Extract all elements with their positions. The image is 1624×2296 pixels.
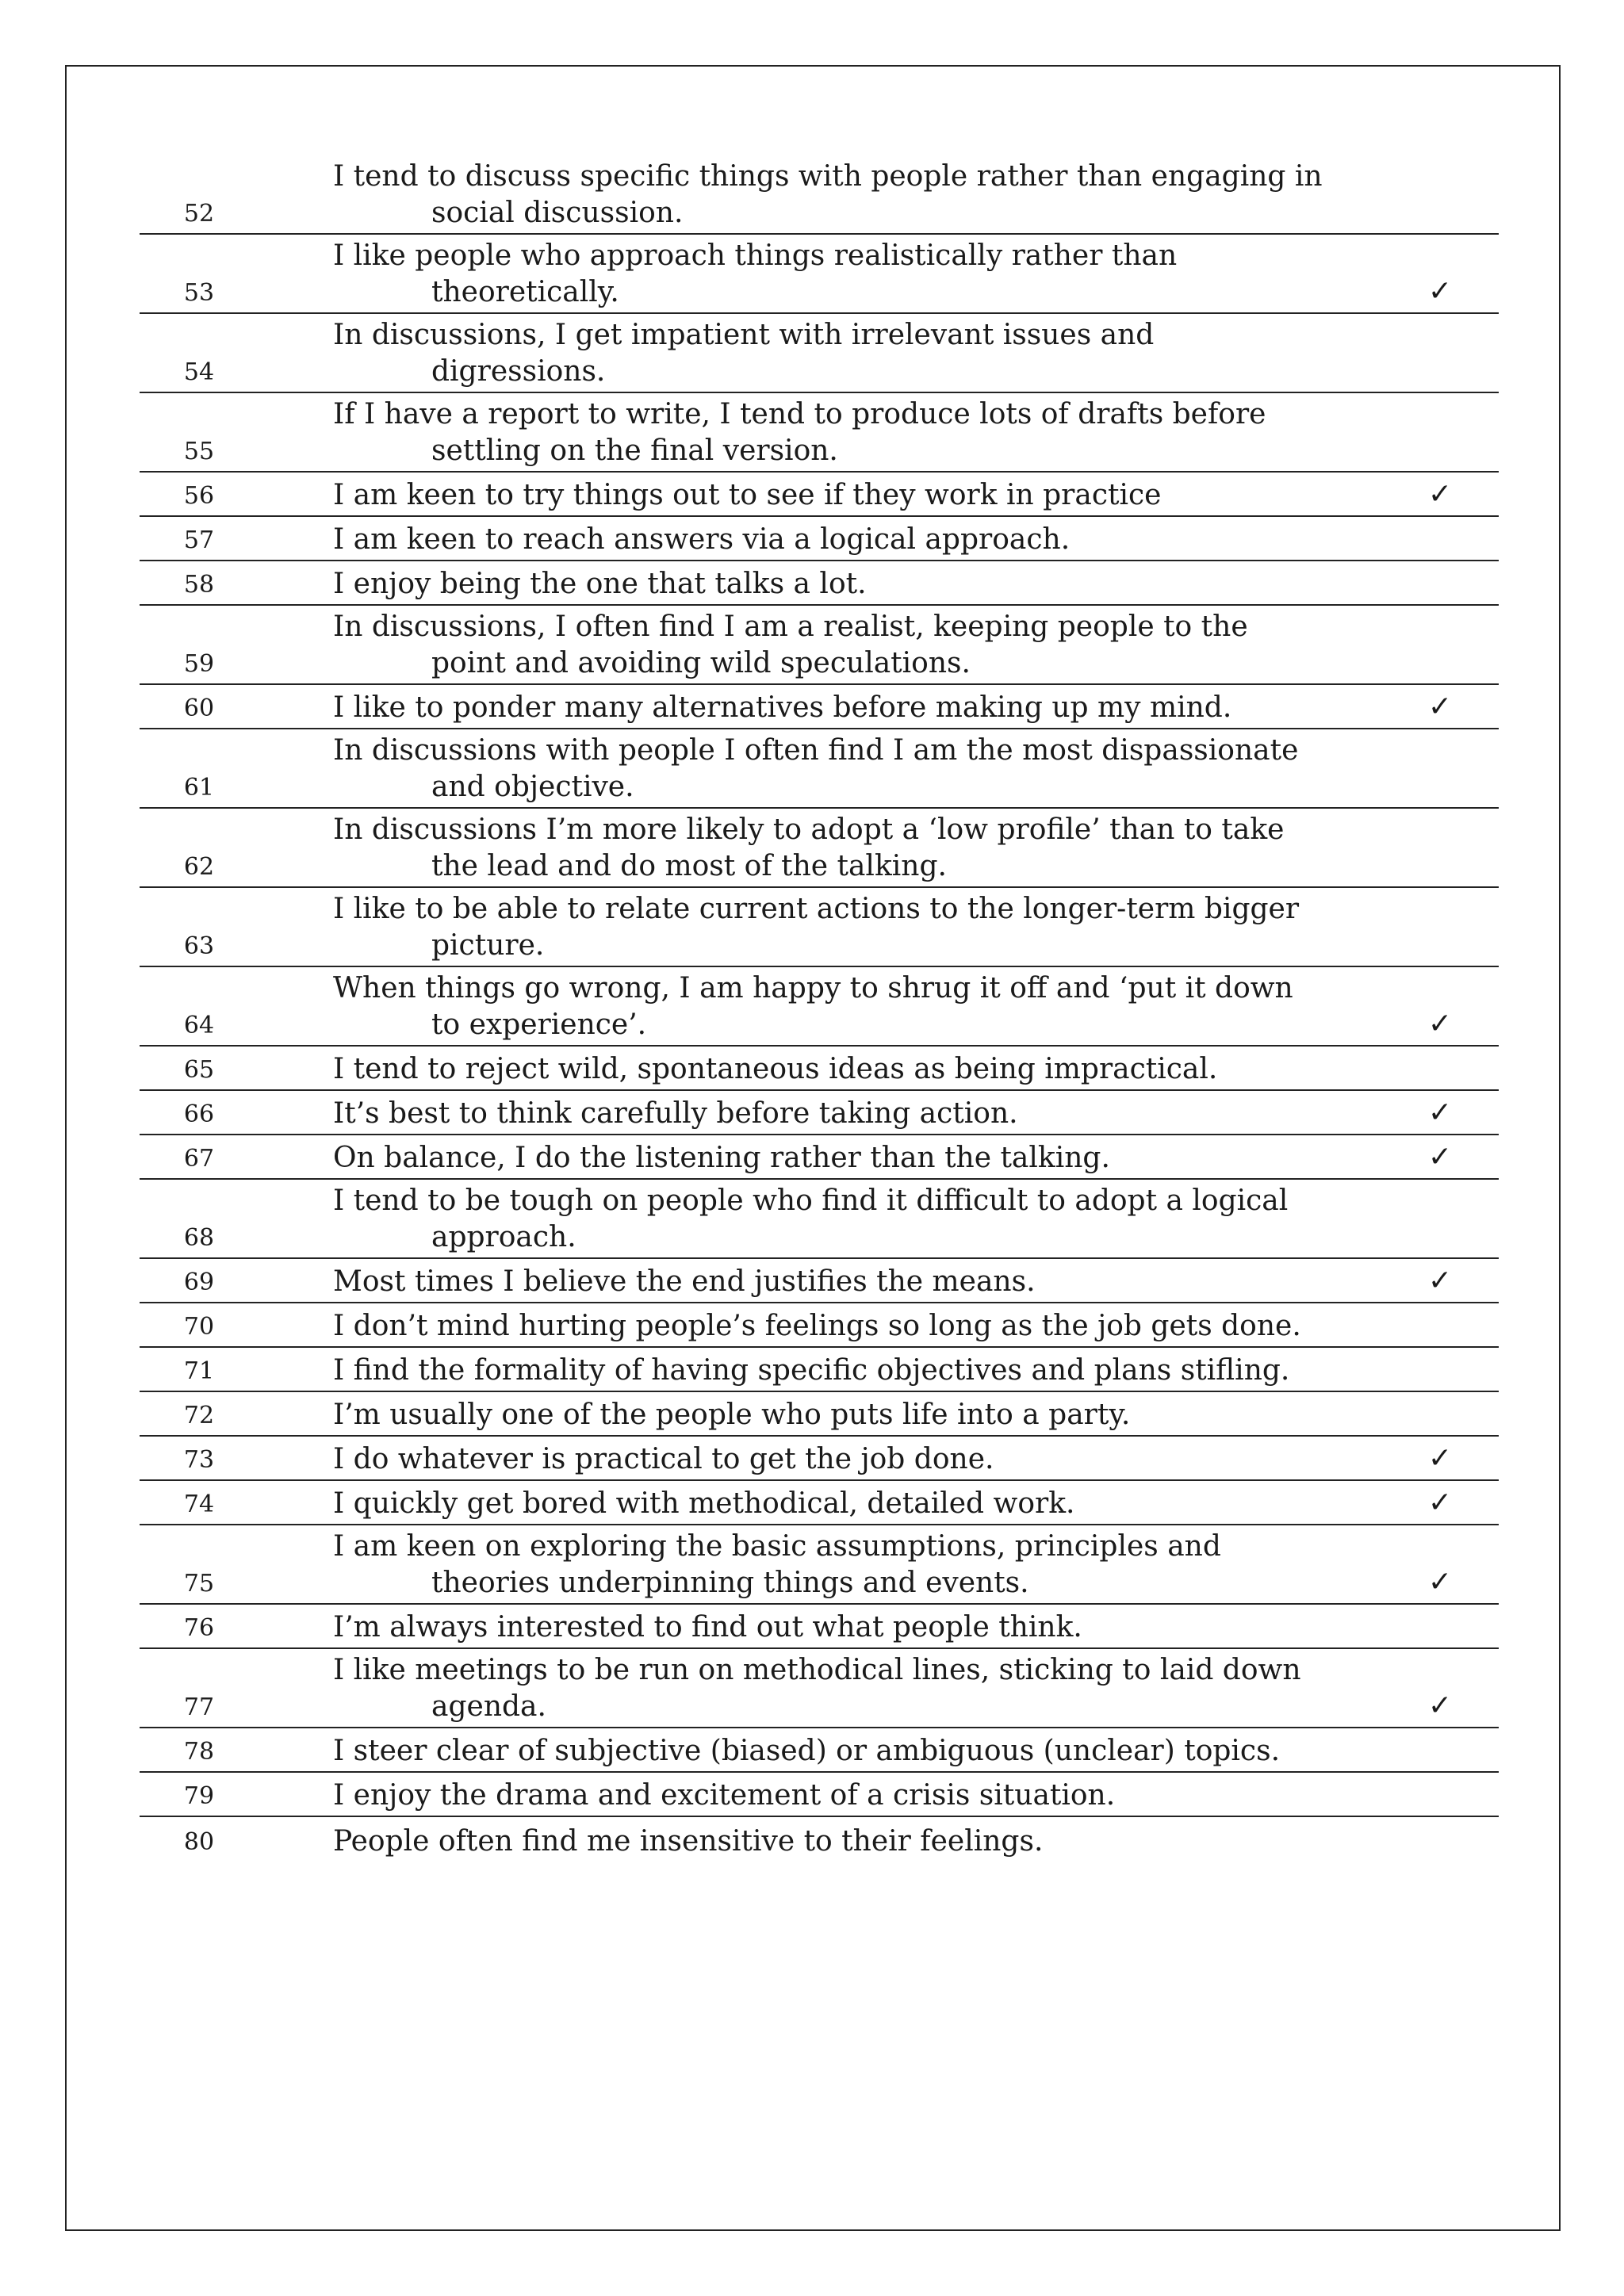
question-text bbox=[333, 1051, 1332, 1088]
question-row bbox=[140, 1135, 1499, 1180]
question-number: 65 bbox=[183, 1056, 215, 1084]
question-text-line: Most times I believe the end justifies the means. bbox=[333, 1265, 1036, 1298]
question-number: 53 bbox=[183, 279, 215, 307]
question-text bbox=[333, 396, 1332, 469]
question-row bbox=[140, 473, 1499, 517]
question-text bbox=[333, 690, 1332, 726]
question-text bbox=[333, 1823, 1332, 1860]
question-text-continuation: to experience’. bbox=[431, 1008, 647, 1041]
checkmark-icon: ✓ bbox=[1427, 1566, 1453, 1598]
question-text-continuation: picture. bbox=[431, 929, 545, 962]
question-text bbox=[333, 812, 1332, 885]
question-row bbox=[140, 1437, 1499, 1481]
question-number: 56 bbox=[183, 482, 215, 510]
question-text-line: In discussions, I get impatient with irrelevant issues and bbox=[333, 319, 1155, 351]
question-text-line: In discussions with people I often find I am the most dispassionate bbox=[333, 734, 1299, 767]
question-text-line: I steer clear of subjective (biased) or ambiguous (unclear) topics. bbox=[333, 1735, 1281, 1767]
question-text bbox=[333, 1777, 1332, 1814]
question-row bbox=[140, 1180, 1499, 1259]
question-row bbox=[140, 1259, 1499, 1303]
question-text-continuation: approach. bbox=[431, 1221, 576, 1253]
question-number: 73 bbox=[183, 1446, 215, 1474]
question-text-line: I tend to discuss specific things with people rather than engaging in bbox=[333, 160, 1323, 193]
question-number: 76 bbox=[183, 1614, 215, 1642]
question-row bbox=[140, 1303, 1499, 1348]
question-text bbox=[333, 1441, 1332, 1478]
checkmark-icon: ✓ bbox=[1427, 691, 1453, 723]
question-number: 68 bbox=[183, 1224, 215, 1252]
question-number: 61 bbox=[183, 774, 215, 802]
question-row bbox=[140, 1525, 1499, 1605]
question-row bbox=[140, 1047, 1499, 1091]
question-row bbox=[140, 1091, 1499, 1135]
question-text-continuation: and objective. bbox=[431, 771, 634, 803]
question-number: 78 bbox=[183, 1738, 215, 1766]
question-text-continuation: digressions. bbox=[431, 355, 606, 388]
question-text-line: When things go wrong, I am happy to shrug it off and ‘put it down bbox=[333, 972, 1293, 1004]
question-text-line: I am keen on exploring the basic assumptions, principles and bbox=[333, 1530, 1221, 1563]
question-number: 62 bbox=[183, 853, 215, 881]
question-number: 57 bbox=[183, 526, 215, 554]
question-text bbox=[333, 1733, 1332, 1770]
question-number: 70 bbox=[183, 1313, 215, 1341]
question-text-line: I am keen to reach answers via a logical approach. bbox=[333, 523, 1071, 556]
question-text bbox=[333, 522, 1332, 558]
question-text bbox=[333, 1529, 1332, 1601]
question-text-continuation: social discussion. bbox=[431, 197, 684, 229]
question-row bbox=[140, 314, 1499, 393]
question-text-continuation: agenda. bbox=[431, 1690, 546, 1723]
checkmark-icon: ✓ bbox=[1427, 1442, 1453, 1475]
question-number: 74 bbox=[183, 1490, 215, 1518]
question-text-line: I like people who approach things realistically rather than bbox=[333, 239, 1178, 272]
question-row bbox=[140, 393, 1499, 473]
question-text bbox=[333, 970, 1332, 1043]
question-text-continuation: theoretically. bbox=[431, 276, 619, 308]
question-row bbox=[140, 1392, 1499, 1437]
checkmark-icon: ✓ bbox=[1427, 1141, 1453, 1173]
question-row bbox=[140, 685, 1499, 729]
question-text bbox=[333, 1096, 1332, 1132]
question-number: 54 bbox=[183, 358, 215, 386]
question-text-line: I enjoy the drama and excitement of a crisis situation. bbox=[333, 1779, 1116, 1812]
question-text-line: I tend to be tough on people who find it difficult to adopt a logical bbox=[333, 1184, 1289, 1217]
question-text-line: I don’t mind hurting people’s feelings so long as the job gets done. bbox=[333, 1310, 1301, 1342]
question-text-line: I tend to reject wild, spontaneous ideas as being impractical. bbox=[333, 1053, 1218, 1085]
question-row bbox=[140, 1348, 1499, 1392]
question-text bbox=[333, 477, 1332, 514]
question-text-line: I’m always interested to find out what people think. bbox=[333, 1611, 1082, 1644]
question-number: 52 bbox=[183, 200, 215, 228]
question-text-continuation: settling on the final version. bbox=[431, 434, 838, 467]
question-row bbox=[140, 155, 1499, 235]
question-text-line: On balance, I do the listening rather than the talking. bbox=[333, 1142, 1110, 1174]
question-number: 72 bbox=[183, 1402, 215, 1429]
question-row bbox=[140, 1605, 1499, 1649]
question-number: 60 bbox=[183, 695, 215, 722]
question-row bbox=[140, 606, 1499, 685]
question-text bbox=[333, 891, 1332, 964]
question-row bbox=[140, 1817, 1499, 1862]
question-text-line: In discussions I’m more likely to adopt a ‘low profile’ than to take bbox=[333, 813, 1285, 846]
question-number: 77 bbox=[183, 1693, 215, 1721]
questionnaire-table bbox=[140, 155, 1499, 1862]
question-row bbox=[140, 1728, 1499, 1773]
question-number: 58 bbox=[183, 571, 215, 599]
question-text bbox=[333, 1140, 1332, 1177]
question-text bbox=[333, 566, 1332, 603]
question-row bbox=[140, 1481, 1499, 1525]
question-row bbox=[140, 729, 1499, 809]
question-text-line: It’s best to think carefully before taking action. bbox=[333, 1097, 1018, 1130]
question-number: 80 bbox=[183, 1828, 215, 1856]
question-text-line: If I have a report to write, I tend to produce lots of drafts before bbox=[333, 398, 1266, 430]
checkmark-icon: ✓ bbox=[1427, 1487, 1453, 1519]
question-number: 67 bbox=[183, 1145, 215, 1173]
checkmark-icon: ✓ bbox=[1427, 1265, 1453, 1297]
question-row bbox=[140, 561, 1499, 606]
question-text-continuation: the lead and do most of the talking. bbox=[431, 850, 947, 882]
question-row bbox=[140, 809, 1499, 888]
question-text-line: I quickly get bored with methodical, detailed work. bbox=[333, 1487, 1075, 1520]
question-number: 64 bbox=[183, 1012, 215, 1039]
question-row bbox=[140, 967, 1499, 1047]
question-number: 63 bbox=[183, 932, 215, 960]
question-number: 59 bbox=[183, 650, 215, 678]
checkmark-icon: ✓ bbox=[1427, 1008, 1453, 1040]
question-text-continuation: point and avoiding wild speculations. bbox=[431, 647, 971, 679]
question-row bbox=[140, 1649, 1499, 1728]
question-text bbox=[333, 1183, 1332, 1256]
question-text bbox=[333, 1264, 1332, 1300]
question-text bbox=[333, 238, 1332, 311]
checkmark-icon: ✓ bbox=[1427, 275, 1453, 308]
question-row bbox=[140, 517, 1499, 561]
question-text-continuation: theories underpinning things and events. bbox=[431, 1567, 1029, 1599]
checkmark-icon: ✓ bbox=[1427, 1096, 1453, 1129]
question-text bbox=[333, 1609, 1332, 1646]
question-text-line: I enjoy being the one that talks a lot. bbox=[333, 568, 867, 600]
question-number: 79 bbox=[183, 1782, 215, 1810]
question-number: 71 bbox=[183, 1357, 215, 1385]
question-text bbox=[333, 1308, 1332, 1345]
question-text-line: I find the formality of having specific objectives and plans stifling. bbox=[333, 1354, 1290, 1387]
question-text-line: I am keen to try things out to see if they work in practice bbox=[333, 479, 1162, 511]
checkmark-icon: ✓ bbox=[1427, 478, 1453, 511]
question-text bbox=[333, 733, 1332, 806]
question-text-line: I like to ponder many alternatives before making up my mind. bbox=[333, 691, 1232, 724]
question-text bbox=[333, 1486, 1332, 1522]
question-text bbox=[333, 609, 1332, 682]
question-text bbox=[333, 1397, 1332, 1433]
question-text bbox=[333, 159, 1332, 232]
question-text bbox=[333, 1353, 1332, 1389]
question-number: 66 bbox=[183, 1100, 215, 1128]
checkmark-icon: ✓ bbox=[1427, 1689, 1453, 1722]
question-text-line: I like meetings to be run on methodical lines, sticking to laid down bbox=[333, 1654, 1301, 1686]
question-row bbox=[140, 235, 1499, 314]
question-number: 69 bbox=[183, 1269, 215, 1296]
question-text bbox=[333, 1652, 1332, 1725]
question-text-line: I do whatever is practical to get the job done. bbox=[333, 1443, 994, 1475]
question-text-line: People often find me insensitive to their feelings. bbox=[333, 1825, 1044, 1858]
question-text-line: In discussions, I often find I am a realist, keeping people to the bbox=[333, 610, 1248, 643]
question-number: 75 bbox=[183, 1570, 215, 1598]
question-text-line: I like to be able to relate current actions to the longer-term bigger bbox=[333, 893, 1300, 925]
question-text bbox=[333, 317, 1332, 390]
question-number: 55 bbox=[183, 438, 215, 465]
question-text-line: I’m usually one of the people who puts life into a party. bbox=[333, 1399, 1131, 1431]
question-row bbox=[140, 888, 1499, 967]
question-row bbox=[140, 1773, 1499, 1817]
